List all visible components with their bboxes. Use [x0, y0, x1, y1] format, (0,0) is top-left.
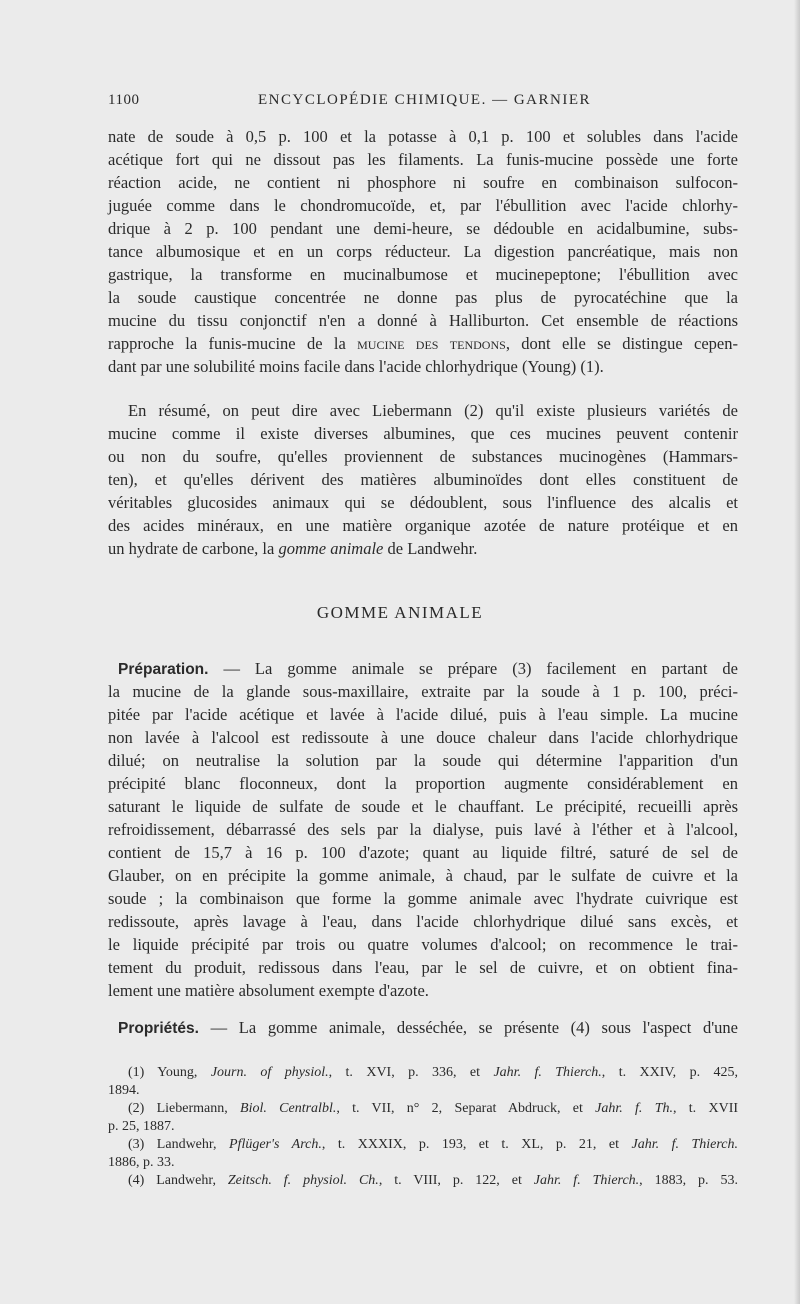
running-head: ENCYCLOPÉDIE CHIMIQUE. — GARNIER: [258, 92, 591, 108]
fn-journal: Jahr. f. Th.: [595, 1101, 673, 1116]
text-line: mucine du tissu conjonctif n'en a donné à Halliburton. Cet ensemble de réactions: [108, 311, 738, 330]
footnote-1-cont: 1894.: [108, 1083, 140, 1098]
text-span: — La gomme animale, desséchée, se présente (4) sous l'aspect d'une: [198, 1018, 738, 1037]
text-line: le liquide précipité par trois ou quatre volumes d'alcool; on recommence le trai-: [108, 935, 738, 954]
text-line: lement une matière absolument exempte d'azote.: [108, 981, 429, 1000]
page-number: 1100: [108, 92, 140, 108]
fn-text: (1) Young,: [128, 1065, 211, 1080]
page-edge-shadow: [794, 0, 800, 1304]
text-line: pitée par l'acide acétique et lavée à l'acide dilué, puis à l'eau simple. La mucine: [108, 705, 738, 724]
text-line: tement du produit, redissous dans l'eau, par le sel de cuivre, et on obtient fina-: [108, 958, 738, 977]
footnote-4: [108, 1172, 738, 1190]
text-line: redissoute, après lavage à l'eau, dans l'acide chlorhydrique dilué sans excès, et: [108, 912, 738, 931]
fn-text: , t. XVII: [673, 1101, 739, 1116]
fn-text: , 1883, p. 53.: [639, 1173, 738, 1188]
fn-journal: Jahr. f. Thierch.: [493, 1065, 602, 1080]
fn-text: (3) Landwehr,: [128, 1137, 229, 1152]
text-line: ou non du soufre, qu'elles proviennent de substances mucinogènes (Hammars-: [108, 447, 738, 466]
text-line: des acides minéraux, en une matière organique azotée de nature protéique et en: [108, 516, 738, 535]
text-span: rapproche la funis-mucine de la: [108, 334, 358, 353]
italic-term: gomme animale: [278, 539, 384, 558]
text-span: — La gomme animale se prépare (3) facilement en partant de: [208, 659, 738, 678]
text-line: [108, 1017, 738, 1040]
text-line: la mucine de la glande sous-maxillaire, extraite par la soude à 1 p. 100, préci-: [108, 682, 738, 701]
text-line: tance albumosique et en un corps réducteur. La digestion pancréatique, mais non: [108, 242, 738, 261]
fn-journal: Journ. of physiol.: [210, 1065, 329, 1080]
fn-text: (2) Liebermann,: [128, 1101, 241, 1116]
text-line: dilué; on neutralise la solution par la soude qui détermine l'apparition d'un: [108, 751, 738, 770]
fn-journal: Biol. Centralbl.: [240, 1101, 337, 1116]
text-line: dant par une solubilité moins facile dans l'acide chlorhydrique (Young) (1).: [108, 357, 604, 376]
fn-text: (4) Landwehr,: [128, 1173, 228, 1188]
page-header: [108, 92, 748, 116]
footnote-3: [108, 1136, 738, 1154]
text-line: [108, 333, 738, 355]
text-line: saturant le liquide de sulfate de soude et le chauffant. Le précipité, recueilli après: [108, 797, 738, 816]
text-span: , dont elle se distingue cepen-: [505, 334, 738, 353]
text-line: mucine comme il existe diverses albumines, que ces mucines peuvent contenir: [108, 424, 738, 443]
fn-journal: Jahr. f. Thierch.: [631, 1137, 738, 1152]
footnote-2: [108, 1100, 738, 1118]
fn-journal: Zeitsch. f. physiol. Ch.: [227, 1173, 379, 1188]
text-span: de Landwehr.: [383, 539, 478, 558]
text-line: précipité blanc floconneux, dont la proportion augmente considérablement en: [108, 774, 738, 793]
text-line: non lavée à l'alcool est redissoute à une douce chaleur dans l'acide chlorhydrique: [108, 728, 738, 747]
section-title: GOMME ANIMALE: [316, 603, 484, 622]
fn-journal: Pflüger's Arch.: [229, 1137, 322, 1152]
text-line: Glauber, on en précipite la gomme animale, à chaud, par le sulfate de cuivre et la: [108, 866, 738, 885]
fn-text: , t. VIII, p. 122, et: [378, 1173, 534, 1188]
text-line: ten), et qu'elles dérivent des matières albuminoïdes dont elles constituent de: [108, 470, 738, 489]
text-line: réaction acide, ne contient ni phosphore ni soufre en combinaison sulfocon-: [108, 173, 738, 192]
fn-text: , t. VII, n° 2, Separat Abdruck, et: [336, 1101, 596, 1116]
run-in-heading: Propriétés.: [118, 1020, 199, 1037]
text-line: contient de 15,7 à 16 p. 100 d'azote; quant au liquide filtré, saturé de sel de: [108, 843, 738, 862]
footnote-1: [108, 1064, 738, 1082]
footnote-3-cont: 1886, p. 33.: [108, 1155, 175, 1170]
run-in-heading: Préparation.: [118, 661, 209, 678]
fn-journal: Jahr. f. Thierch.: [533, 1173, 640, 1188]
text-line: [108, 538, 477, 560]
small-caps-term: mucine des tendons: [357, 334, 506, 353]
fn-text: , t. XXXIX, p. 193, et t. XL, p. 21, et: [321, 1137, 632, 1152]
text-line: nate de soude à 0,5 p. 100 et la potasse à 0,1 p. 100 et solubles dans l'acide: [108, 127, 738, 146]
text-line: En résumé, on peut dire avec Liebermann (2) qu'il existe plusieurs variétés de: [128, 401, 738, 420]
text-line: drique à 2 p. 100 pendant une demi-heure, se dédouble en acidalbumine, subs-: [108, 219, 738, 238]
text-line: gastrique, la transforme en mucinalbumose et mucinepeptone; l'ébullition avec: [108, 265, 738, 284]
footnote-2-cont: p. 25, 1887.: [108, 1119, 175, 1134]
text-line: refroidissement, débarrassé des sels par la dialyse, puis lavé à l'éther et à l'alcool,: [108, 820, 738, 839]
text-span: un hydrate de carbone, la: [108, 539, 279, 558]
fn-text: , t. XVI, p. 336, et: [328, 1065, 494, 1080]
text-line: acétique fort qui ne dissout pas les filaments. La funis-mucine possède une forte: [108, 150, 738, 169]
text-line: juguée comme dans le chondromucoïde, et, par l'ébullition avec l'acide chlorhy-: [108, 196, 738, 215]
fn-text: , t. XXIV, p. 425,: [601, 1065, 738, 1080]
text-line: la soude caustique concentrée ne donne pas plus de pyrocatéchine que la: [108, 288, 738, 307]
text-line: soude ; la combinaison que forme la gomme animale avec l'hydrate cuivrique est: [108, 889, 738, 908]
text-line: véritables glucosides animaux qui se dédoublent, sous l'influence des alcalis et: [108, 493, 738, 512]
text-line: [108, 658, 738, 681]
